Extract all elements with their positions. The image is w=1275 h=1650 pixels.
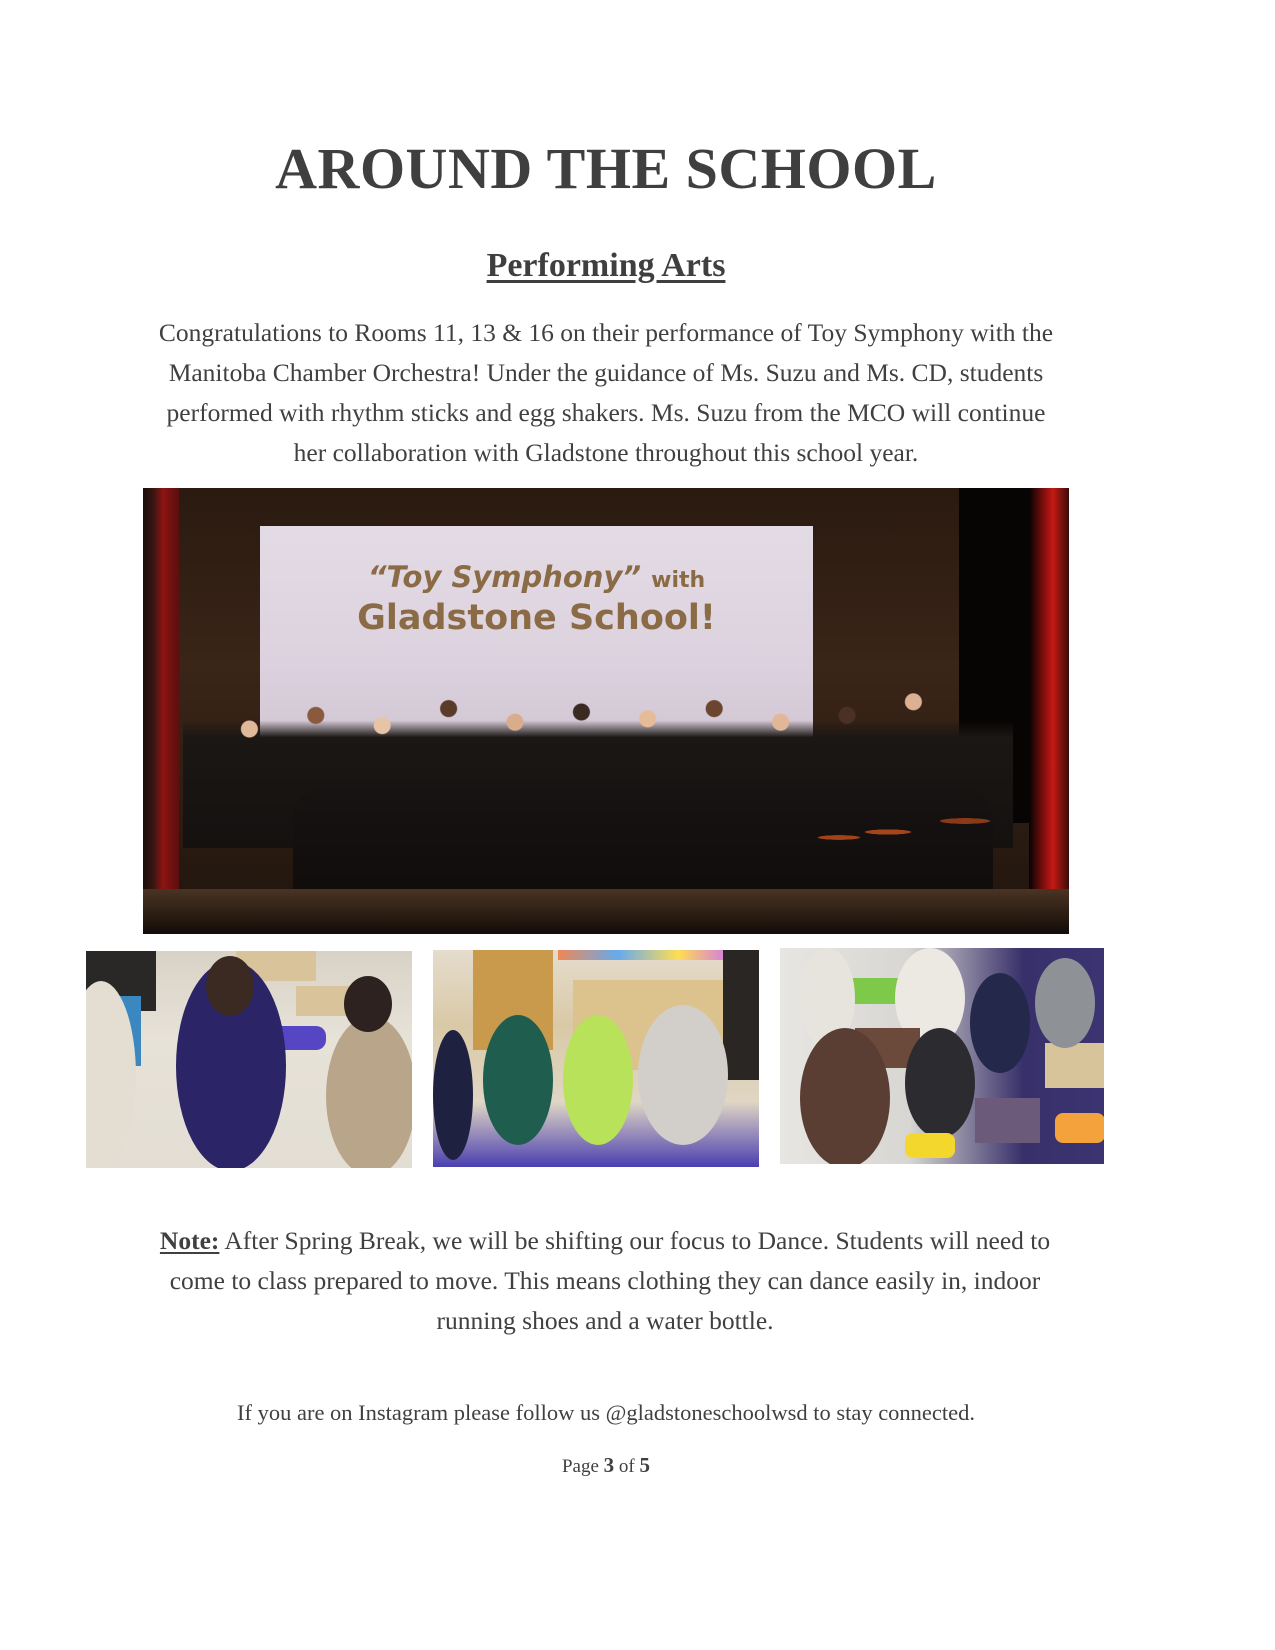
- xylophone-shape: [1045, 1043, 1104, 1088]
- teacher-shape: [638, 1005, 728, 1145]
- screen-title: “Toy Symphony”: [367, 560, 642, 594]
- cushion-shape: [905, 1133, 955, 1158]
- student-head-shape: [344, 976, 392, 1032]
- page-title: AROUND THE SCHOOL: [275, 136, 937, 201]
- student-lime-shape: [563, 1015, 633, 1145]
- page-current: 3: [603, 1453, 615, 1477]
- stage-floor: [143, 889, 1069, 934]
- screen-with: with: [651, 568, 706, 593]
- screen-line-1: [260, 560, 813, 594]
- note-paragraph: [140, 1221, 1070, 1341]
- music-class-photo-1: [86, 951, 412, 1168]
- section-heading: [0, 244, 1212, 288]
- screen-line-2: Gladstone School!: [357, 598, 716, 638]
- storage-shape: [723, 950, 759, 1080]
- stage-performance-photo: [143, 488, 1069, 934]
- note-text: After Spring Break, we will be shifting our focus to Dance. Students will need to come to class prepared to move. This means clothing they can dance easily in, indoor running shoes and a water bottle.: [169, 1226, 1051, 1335]
- student-shape: [326, 1016, 412, 1168]
- section-heading-text: Performing Arts: [486, 247, 726, 284]
- left-curtain: [143, 488, 179, 934]
- cushion-shape: [1055, 1113, 1104, 1143]
- student-striped-shape: [905, 1028, 975, 1138]
- intro-paragraph: Congratulations to Rooms 11, 13 & 16 on their performance of Toy Symphony with the Manitoba Chamber Orchestra! Under the guidance of Ms. Suzu and Ms. CD, students performed with rhythm sticks and egg shakers. Ms. Suzu from the MCO will continue her collaboration with Gladstone throughout this school year.: [158, 318, 1054, 467]
- student-brown-shape: [800, 1028, 890, 1164]
- page-separator: of: [614, 1456, 640, 1477]
- banner-shape: [558, 950, 738, 960]
- page-prefix: Page: [561, 1456, 604, 1477]
- music-class-photo-3: [780, 948, 1104, 1164]
- student-shape: [433, 1030, 473, 1160]
- page-number: [0, 1452, 1212, 1480]
- right-curtain: [1029, 488, 1069, 934]
- orchestra-players: [293, 788, 993, 898]
- instagram-line: If you are on Instagram please follow us @gladstoneschoolwsd to stay connected.: [236, 1400, 976, 1425]
- music-class-photo-2: [433, 950, 759, 1167]
- note-label: Note:: [159, 1226, 220, 1255]
- student-navy-shape: [970, 973, 1030, 1073]
- student-head-shape: [206, 956, 254, 1016]
- xylophone-shape: [975, 1098, 1040, 1143]
- student-grey-shape: [1035, 958, 1095, 1048]
- student-green-shape: [483, 1015, 553, 1145]
- page-total: 5: [639, 1453, 650, 1477]
